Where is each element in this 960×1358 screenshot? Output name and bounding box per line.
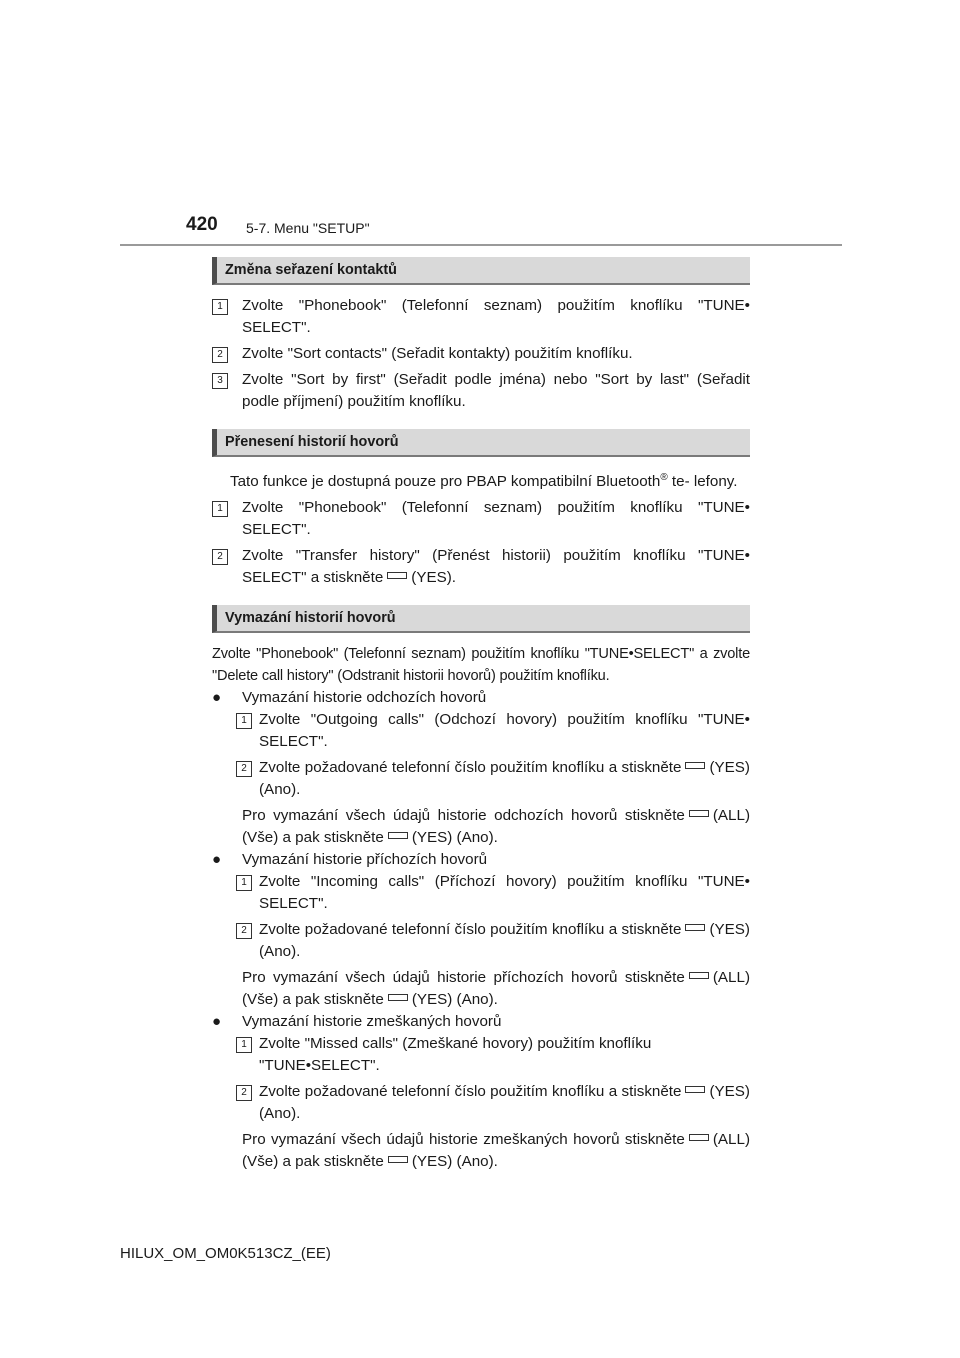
step-text-end: (YES) (Ano). [259,921,750,960]
outgoing-steps [212,709,750,801]
section-heading-transfer-history: Přenesení historií hovorů [212,429,750,457]
step-item [212,369,750,413]
bullet-incoming [212,849,750,871]
step-item [212,919,750,963]
step-number: 1 [236,1037,252,1053]
step-item [212,343,750,365]
step-item [212,545,750,589]
step-text: Zvolte "Phonebook" (Telefonní seznam) použitím knoflíku "TUNE• SELECT". [242,499,750,538]
note-text-end: (YES) (Ano). [411,1153,498,1170]
footer-document-code: HILUX_OM_OM0K513CZ_(EE) [120,1245,331,1262]
step-item [212,497,750,541]
step-item [212,871,750,915]
screen-button-icon [387,572,407,579]
step-item [212,757,750,801]
section-heading-delete-history: Vymazání historií hovorů [212,605,750,633]
note-text-mid: (ALL) (Vše) a pak stiskněte [242,1131,750,1170]
bullet-icon: ● [212,851,222,868]
step-item [212,1081,750,1125]
screen-button-icon [685,1086,705,1093]
section-heading-sort-contacts: Změna seřazení kontaktů [212,257,750,285]
bullet-icon: ● [212,689,222,706]
step-text: Zvolte "Sort by first" (Seřadit podle jména) nebo "Sort by last" (Seřadit podle příjmení) použitím knoflíku. [242,371,750,410]
step-item [212,709,750,753]
screen-button-icon [689,1134,709,1141]
incoming-steps [212,871,750,963]
delete-intro: Zvolte "Phonebook" (Telefonní seznam) použitím knoflíku "TUNE•SELECT" a zvolte "Delete call history" (Odstranit historii hovorů) použitím knoflíku. [212,646,750,684]
step-item [212,1033,750,1077]
note-text: Pro vymazání všech údajů historie příchozích hovorů stiskněte [242,969,685,986]
step-text-end: (YES). [411,569,457,586]
step-text: Zvolte "Transfer history" (Přenést historii) použitím knoflíku "TUNE• SELECT" a stiskněte [242,547,750,586]
step-text: Zvolte požadované telefonní číslo použitím knoflíku a stiskněte [259,759,682,776]
outgoing-note [212,805,750,849]
bullet-outgoing [212,687,750,709]
step-text: Zvolte "Missed calls" (Zmeškané hovory) použitím knoflíku "TUNE•SELECT". [259,1035,652,1074]
step-number: 1 [236,713,252,729]
section-title: 5-7. Menu "SETUP" [246,220,370,236]
screen-button-icon [685,762,705,769]
screen-button-icon [689,810,709,817]
step-item [212,295,750,339]
step-text-end: (YES) (Ano). [259,759,750,798]
page-content [212,257,750,1173]
screen-button-icon [388,994,408,1001]
transfer-intro-text-end: te- lefony. [667,473,738,490]
step-text: Zvolte "Outgoing calls" (Odchozí hovory) použitím knoflíku "TUNE• SELECT". [259,711,750,750]
page-number: 420 [186,214,218,235]
bullet-missed [212,1011,750,1033]
note-text: Pro vymazání všech údajů historie zmeškaných hovorů stiskněte [242,1131,685,1148]
screen-button-icon [685,924,705,931]
note-text: Pro vymazání všech údajů historie odchozích hovorů stiskněte [242,807,685,824]
bullet-title: Vymazání historie příchozích hovorů [242,851,488,868]
incoming-note [212,967,750,1011]
step-number: 1 [212,501,228,517]
step-number: 2 [212,347,228,363]
step-number: 2 [236,923,252,939]
header-divider [120,244,842,246]
screen-button-icon [388,1156,408,1163]
step-text: Zvolte "Incoming calls" (Příchozí hovory) použitím knoflíku "TUNE• SELECT". [259,873,750,912]
note-text-mid: (ALL) (Vše) a pak stiskněte [242,969,750,1008]
step-text-end: (YES) (Ano). [259,1083,750,1122]
screen-button-icon [388,832,408,839]
step-number: 2 [236,1085,252,1101]
bullet-icon: ● [212,1013,222,1030]
missed-steps [212,1033,750,1125]
bullet-title: Vymazání historie odchozích hovorů [242,689,487,706]
step-text: Zvolte požadované telefonní číslo použitím knoflíku a stiskněte [259,1083,682,1100]
step-text: Zvolte "Sort contacts" (Seřadit kontakty) použitím knoflíku. [242,345,633,362]
missed-note [212,1129,750,1173]
note-text-mid: (ALL) (Vše) a pak stiskněte [242,807,750,846]
note-text-end: (YES) (Ano). [411,829,498,846]
step-text: Zvolte požadované telefonní číslo použitím knoflíku a stiskněte [259,921,682,938]
bullet-title: Vymazání historie zmeškaných hovorů [242,1013,502,1030]
step-number: 2 [212,549,228,565]
note-text-end: (YES) (Ano). [411,991,498,1008]
transfer-intro [212,471,750,493]
step-number: 1 [212,299,228,315]
step-number: 1 [236,875,252,891]
step-text: Zvolte "Phonebook" (Telefonní seznam) použitím knoflíku "TUNE• SELECT". [242,297,750,336]
transfer-intro-text: Tato funkce je dostupná pouze pro PBAP kompatibilní Bluetooth [230,473,661,490]
step-number: 3 [212,373,228,389]
step-number: 2 [236,761,252,777]
screen-button-icon [689,972,709,979]
registered-mark: ® [660,471,668,483]
